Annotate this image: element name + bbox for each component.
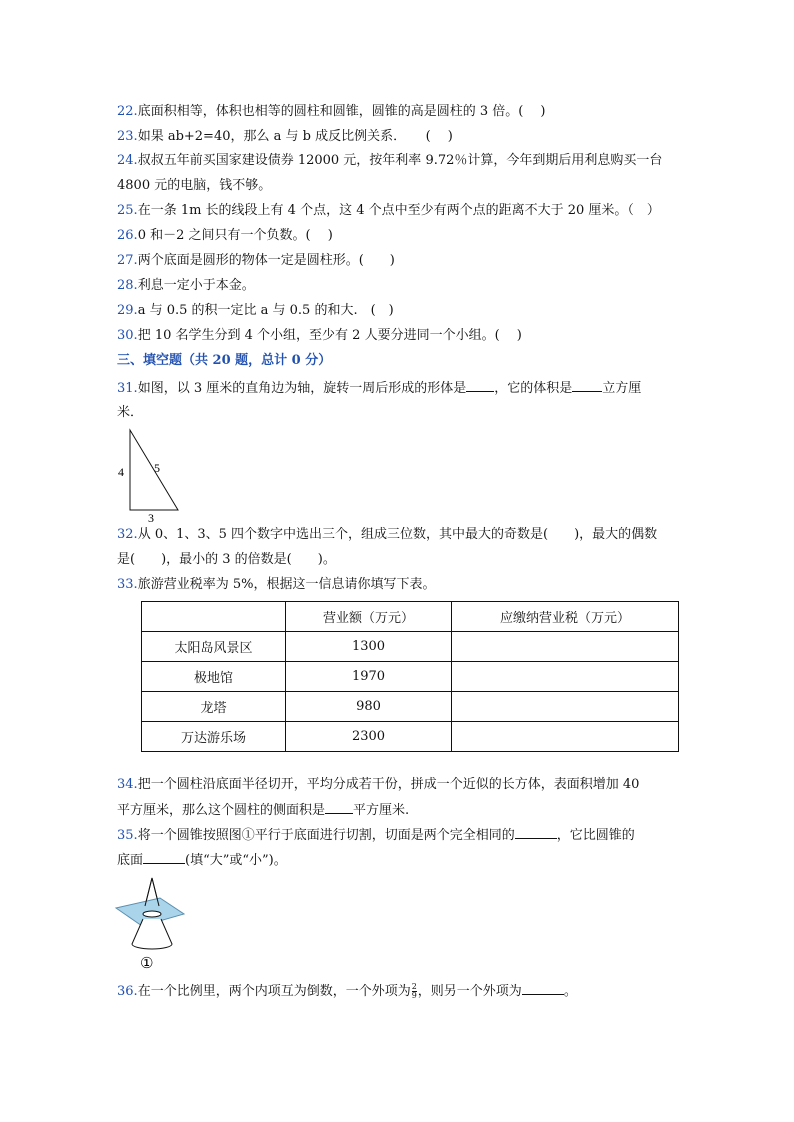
- question-text: 叔叔五年前买国家建设债券 12000 元，按年利率 9.72％计算，今年到期后用利息购买一台: [137, 153, 663, 168]
- question-32-continued: [117, 551, 336, 569]
- table-cell: 龙塔: [142, 692, 286, 722]
- table-cell: 2300: [286, 722, 452, 752]
- table-answer-cell[interactable]: [452, 662, 679, 692]
- question-26: [117, 227, 333, 245]
- question-24: [117, 152, 662, 170]
- answer-blank[interactable]: [515, 826, 557, 839]
- question-text: 立方厘: [602, 381, 642, 396]
- question-text: 如图，以 3 厘米的直角边为轴，旋转一周后形成的形体是: [137, 381, 467, 396]
- question-text: 0 和－2 之间只有一个负数。( ): [137, 228, 333, 243]
- fraction-denominator: 9: [411, 991, 417, 1000]
- question-28: [117, 277, 255, 295]
- table-cell: 极地馆: [142, 662, 286, 692]
- question-text: ，则另一个外项为: [417, 984, 522, 999]
- table-row: [142, 662, 679, 692]
- table-answer-cell[interactable]: [452, 692, 679, 722]
- table-cell: 1970: [286, 662, 452, 692]
- question-number: 29.: [117, 303, 138, 318]
- fraction-numerator: 2: [411, 982, 417, 991]
- table-row: [142, 632, 679, 662]
- question-number: 34.: [117, 777, 138, 792]
- answer-blank[interactable]: [466, 379, 494, 392]
- question-36: [117, 982, 577, 1001]
- question-number: 35.: [117, 828, 138, 843]
- question-number: 23.: [117, 129, 138, 144]
- answer-blank[interactable]: [325, 801, 353, 814]
- question-number: 30.: [117, 328, 138, 343]
- question-text: 利息一定小于本金。: [137, 278, 255, 293]
- question-text: ，它比圆锥的: [556, 828, 635, 843]
- question-number: 26.: [117, 228, 138, 243]
- question-33: [117, 576, 435, 594]
- question-32: [117, 526, 657, 544]
- question-text: a 与 0.5 的积一定比 a 与 0.5 的和大. ( ): [137, 303, 394, 318]
- question-text: ，它的体积是: [494, 381, 573, 396]
- question-text: 把一个圆柱沿底面半径切开，平均分成若干份，拼成一个近似的长方体，表面积增加 40: [137, 777, 640, 792]
- cut-surface: [143, 911, 161, 917]
- question-34-continued: [117, 801, 409, 820]
- question-27: [117, 252, 395, 270]
- question-text: 将一个圆锥按照图①平行于底面进行切割，切面是两个完全相同的: [137, 828, 515, 843]
- figure-label: ①: [140, 954, 154, 972]
- question-text: 平方厘米.: [353, 803, 410, 818]
- table-cell: 1300: [286, 632, 452, 662]
- question-text: 。: [563, 984, 577, 999]
- answer-blank[interactable]: [572, 379, 602, 392]
- table-cell: 980: [286, 692, 452, 722]
- table-header-cell: 营业额（万元）: [286, 602, 452, 632]
- table-cell: 万达游乐场: [142, 722, 286, 752]
- question-number: 36.: [117, 984, 138, 999]
- question-22: [117, 103, 546, 121]
- question-number: 32.: [117, 527, 138, 542]
- question-text: 米．: [117, 405, 144, 420]
- question-35-continued: [117, 851, 287, 870]
- table-header-row: [142, 602, 679, 632]
- question-number: 27.: [117, 253, 138, 268]
- question-text: 底面: [117, 853, 144, 868]
- question-31-continued: [117, 404, 143, 422]
- question-text: 在一个比例里，两个内项互为倒数，一个外项为: [137, 984, 411, 999]
- question-number: 22.: [117, 104, 138, 119]
- question-text: 旅游营业税率为 5%，根据这一信息请你填写下表。: [137, 577, 436, 592]
- question-number: 31.: [117, 381, 138, 396]
- question-text: 平方厘米，那么这个圆柱的侧面积是: [117, 803, 326, 818]
- question-text: 把 10 名学生分到 4 个小组，至少有 2 人要分进同一个小组。( ): [137, 328, 522, 343]
- question-31: [117, 379, 641, 398]
- question-35: [117, 826, 635, 845]
- question-34: [117, 776, 639, 794]
- triangle-label-left: 4: [118, 465, 124, 479]
- question-number: 33.: [117, 577, 138, 592]
- table-header-cell: 应缴纳营业税（万元）: [452, 602, 679, 632]
- tax-table: [141, 601, 679, 752]
- table-header-cell: [142, 602, 286, 632]
- question-text: 在一条 1m 长的线段上有 4 个点，这 4 个点中至少有两个点的距离不大于 20 厘米。（ ）: [137, 203, 660, 218]
- table-row: [142, 722, 679, 752]
- question-text: 从 0、1、3、5 四个数字中选出三个，组成三位数，其中最大的奇数是( )，最大的偶数: [137, 527, 658, 542]
- table-answer-cell[interactable]: [452, 722, 679, 752]
- section-heading-fill-in: 三、填空题（共 20 题，总计 0 分）: [117, 353, 332, 368]
- answer-blank[interactable]: [143, 851, 185, 864]
- table-answer-cell[interactable]: [452, 632, 679, 662]
- question-text: 两个底面是圆形的物体一定是圆柱形。( ): [137, 253, 395, 268]
- fraction: [412, 983, 417, 1000]
- question-25: [117, 202, 660, 220]
- question-text: 4800 元的电脑，钱不够。: [117, 178, 272, 193]
- question-number: 28.: [117, 278, 138, 293]
- question-23: [117, 128, 453, 146]
- question-text: (填“大”或“小”)。: [185, 853, 287, 868]
- question-number: 24.: [117, 153, 138, 168]
- triangle-label-hypotenuse: 5: [154, 461, 160, 475]
- question-30: [117, 327, 522, 345]
- table-cell: 太阳岛风景区: [142, 632, 286, 662]
- cone-cut-figure: [112, 874, 192, 972]
- question-24-continued: [117, 177, 271, 195]
- question-number: 25.: [117, 203, 138, 218]
- right-triangle-figure: [110, 426, 190, 522]
- question-text: 如果 ab+2=40，那么 a 与 b 成反比例关系． ( ): [137, 129, 453, 144]
- question-29: [117, 302, 394, 320]
- question-text: 底面积相等，体积也相等的圆柱和圆锥，圆锥的高是圆柱的 3 倍。( ): [137, 104, 546, 119]
- question-text: 是( )，最小的 3 的倍数是( )。: [117, 552, 336, 567]
- table-row: [142, 692, 679, 722]
- answer-blank[interactable]: [522, 982, 564, 995]
- triangle-label-bottom: 3: [148, 511, 154, 522]
